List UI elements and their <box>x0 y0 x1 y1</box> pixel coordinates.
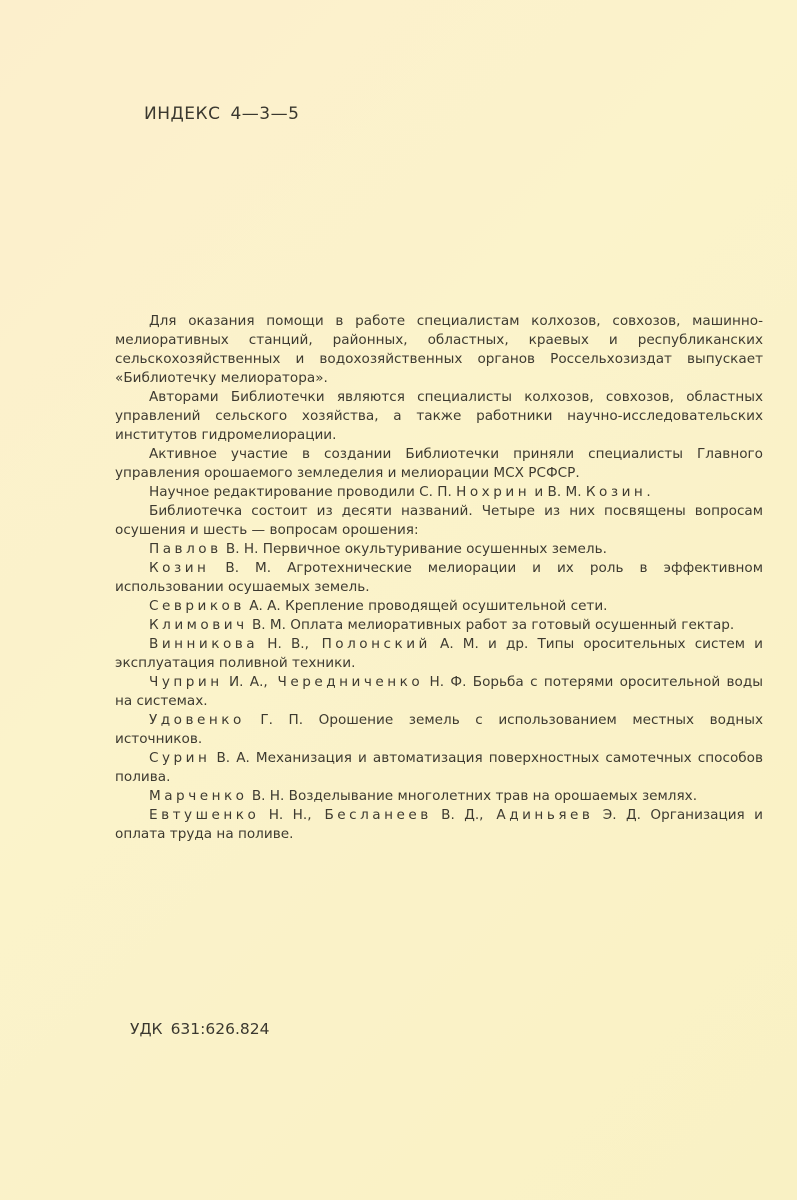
book-entry: Евтушенко Н. Н., Бесланеев В. Д., Адиньяев Э. Д. Организация и оплата труда на поливе. <box>115 807 763 842</box>
book-entry: Чуприн И. А., Чередниченко Н. Ф. Борьба с потерями оросительной воды на системах. <box>115 674 764 709</box>
book-entry: Павлов В. Н. Первичное окультуривание осушенных земель. <box>149 541 607 557</box>
index-label: ИНДЕКС <box>144 104 221 124</box>
editor-name: Козин <box>585 484 647 500</box>
book-list <box>115 540 763 844</box>
library-description <box>115 312 763 844</box>
book-entry: Климович В. М. Оплата мелиоративных работ за готовый осушенный гектар. <box>149 617 735 633</box>
paragraph-contents: Библиотечка состоит из десяти названий. Четыре из них посвящены вопросам осушения и шесть — вопросам орошения: <box>115 503 763 538</box>
udk-number: 631:626.824 <box>170 1020 270 1038</box>
book-entry: Винникова Н. В., Полонский А. М. и др. Типы оросительных систем и эксплуатация поливной техники. <box>115 636 763 671</box>
udk-code <box>130 1020 269 1038</box>
book-entry: Севриков А. А. Крепление проводящей осушительной сети. <box>149 598 608 614</box>
book-entry: Козин В. М. Агротехнические мелиорации и их роль в эффективном использовании осушаемых земель. <box>115 560 763 595</box>
editor-name: Нохрин <box>456 484 531 500</box>
paragraph-authors: Авторами Библиотечки являются специалисты колхозов, совхозов, областных управлений сельского хозяйства, а также работники научно-исследовательских институтов гидромелиорации. <box>115 389 763 443</box>
index-number: 4—3—5 <box>230 104 300 124</box>
book-entry: Марченко В. Н. Возделывание многолетних трав на орошаемых землях. <box>149 788 698 804</box>
index-code <box>144 104 299 124</box>
book-entry: Сурин В. А. Механизация и автоматизация поверхностных самотечных способов полива. <box>115 750 763 785</box>
paragraph-editors: Научное редактирование проводили С. П. Нохрин и В. М. Козин. <box>149 484 651 500</box>
paragraph-participation: Активное участие в создании Библиотечки приняли специалисты Главного управления орошаемого земледелия и мелиорации МСХ РСФСР. <box>115 446 763 481</box>
book-entry: Удовенко Г. П. Орошение земель с использованием местных водных источников. <box>115 712 763 747</box>
paragraph-intro: Для оказания помощи в работе специалистам колхозов, совхозов, машинно-мелиоративных станций, районных, областных, краевых и республиканских сельскохозяйственных и водохозяйственных органов Россельхозиздат выпускает «Библиотечку мелиоратора». <box>115 313 763 386</box>
udk-label: УДК <box>130 1020 163 1038</box>
